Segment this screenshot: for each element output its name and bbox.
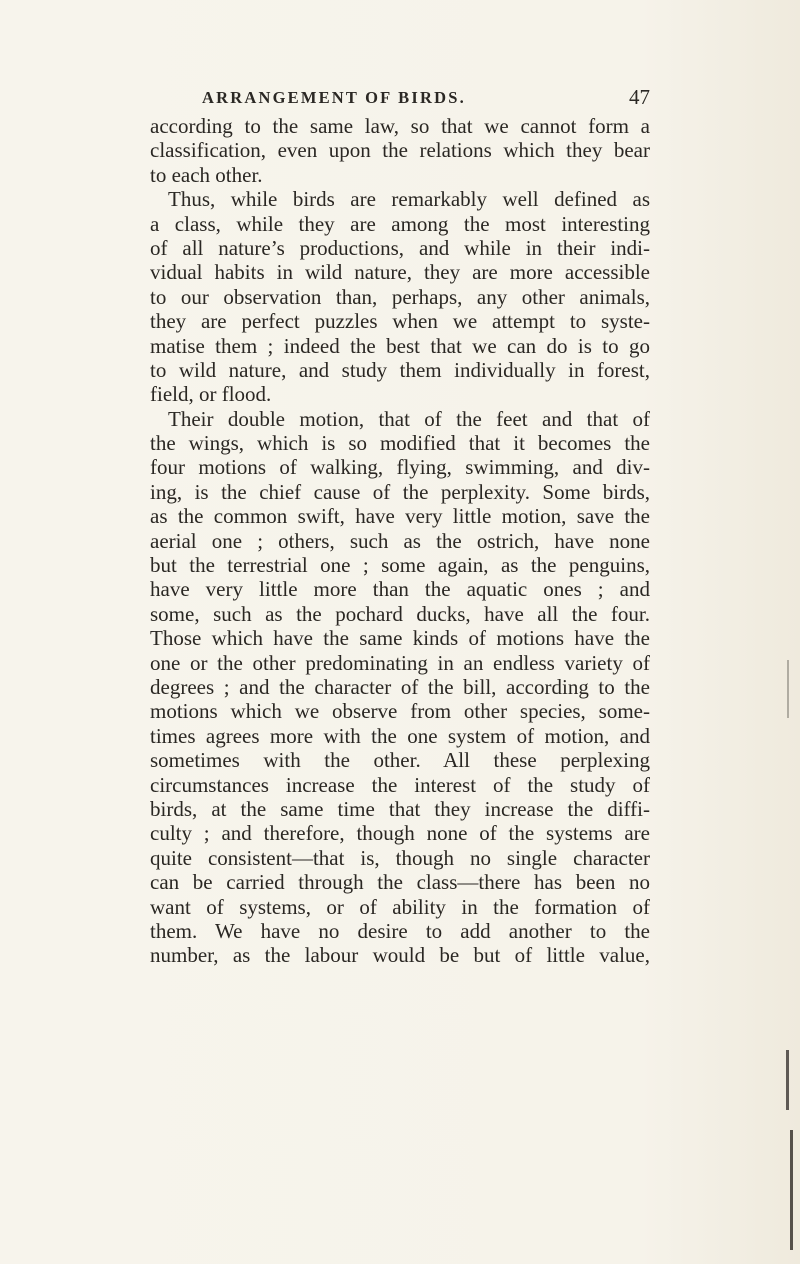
text-line: birds, at the same time that they increase the diffi- <box>150 796 650 821</box>
text-line: culty ; and therefore, though none of the systems are <box>150 821 650 846</box>
page-edge-mark <box>786 1050 789 1110</box>
text-line: want of systems, or of ability in the formation of <box>150 894 650 919</box>
running-head: ARRANGEMENT OF BIRDS. <box>202 88 466 107</box>
text-line: classification, even upon the relations which they bear <box>150 138 650 163</box>
text-line: to each other. <box>150 162 263 187</box>
text-line: Thus, while birds are remarkably well defined as <box>168 187 650 212</box>
text-line: Their double motion, that of the feet and that of <box>168 406 650 431</box>
text-line: one or the other predominating in an endless variety of <box>150 650 650 675</box>
text-line: matise them ; indeed the best that we can do is to go <box>150 333 650 358</box>
text-line: times agrees more with the one system of motion, and <box>150 723 650 748</box>
text-line: the wings, which is so modified that it becomes the <box>150 431 650 456</box>
text-line: ing, is the chief cause of the perplexity. Some birds, <box>150 479 650 504</box>
text-line: they are perfect puzzles when we attempt to syste- <box>150 309 650 334</box>
page-edge-mark <box>790 1130 793 1250</box>
text-line: motions which we observe from other species, some- <box>150 699 650 724</box>
text-line: number, as the labour would be but of little value, <box>150 943 650 968</box>
text-line: but the terrestrial one ; some again, as the penguins, <box>150 553 650 578</box>
text-line: can be carried through the class—there has been no <box>150 870 650 895</box>
page-edge-mark <box>787 660 789 718</box>
text-line: degrees ; and the character of the bill, according to the <box>150 674 650 699</box>
text-line: as the common swift, have very little motion, save the <box>150 504 650 529</box>
text-line: some, such as the pochard ducks, have all the four. <box>150 601 650 626</box>
body-text <box>150 114 650 968</box>
text-line: vidual habits in wild nature, they are more accessible <box>150 260 650 285</box>
text-line: aerial one ; others, such as the ostrich, have none <box>150 528 650 553</box>
text-line: according to the same law, so that we cannot form a <box>150 114 650 138</box>
text-line: to our observation than, perhaps, any other animals, <box>150 284 650 309</box>
text-line: Those which have the same kinds of motions have the <box>150 626 650 651</box>
text-line: field, or flood. <box>150 382 272 407</box>
text-line: circumstances increase the interest of the study of <box>150 772 650 797</box>
page-header <box>150 85 650 112</box>
text-line: sometimes with the other. All these perplexing <box>150 748 650 773</box>
text-line: quite consistent—that is, though no single character <box>150 845 650 870</box>
text-line: them. We have no desire to add another to the <box>150 918 650 943</box>
text-line: a class, while they are among the most interesting <box>150 211 650 236</box>
text-line: four motions of walking, flying, swimming, and div- <box>150 455 650 480</box>
text-line: to wild nature, and study them individually in forest, <box>150 357 650 382</box>
page-number: 47 <box>629 85 650 109</box>
text-line: have very little more than the aquatic ones ; and <box>150 577 650 602</box>
text-line: of all nature’s productions, and while in their indi- <box>150 235 650 260</box>
